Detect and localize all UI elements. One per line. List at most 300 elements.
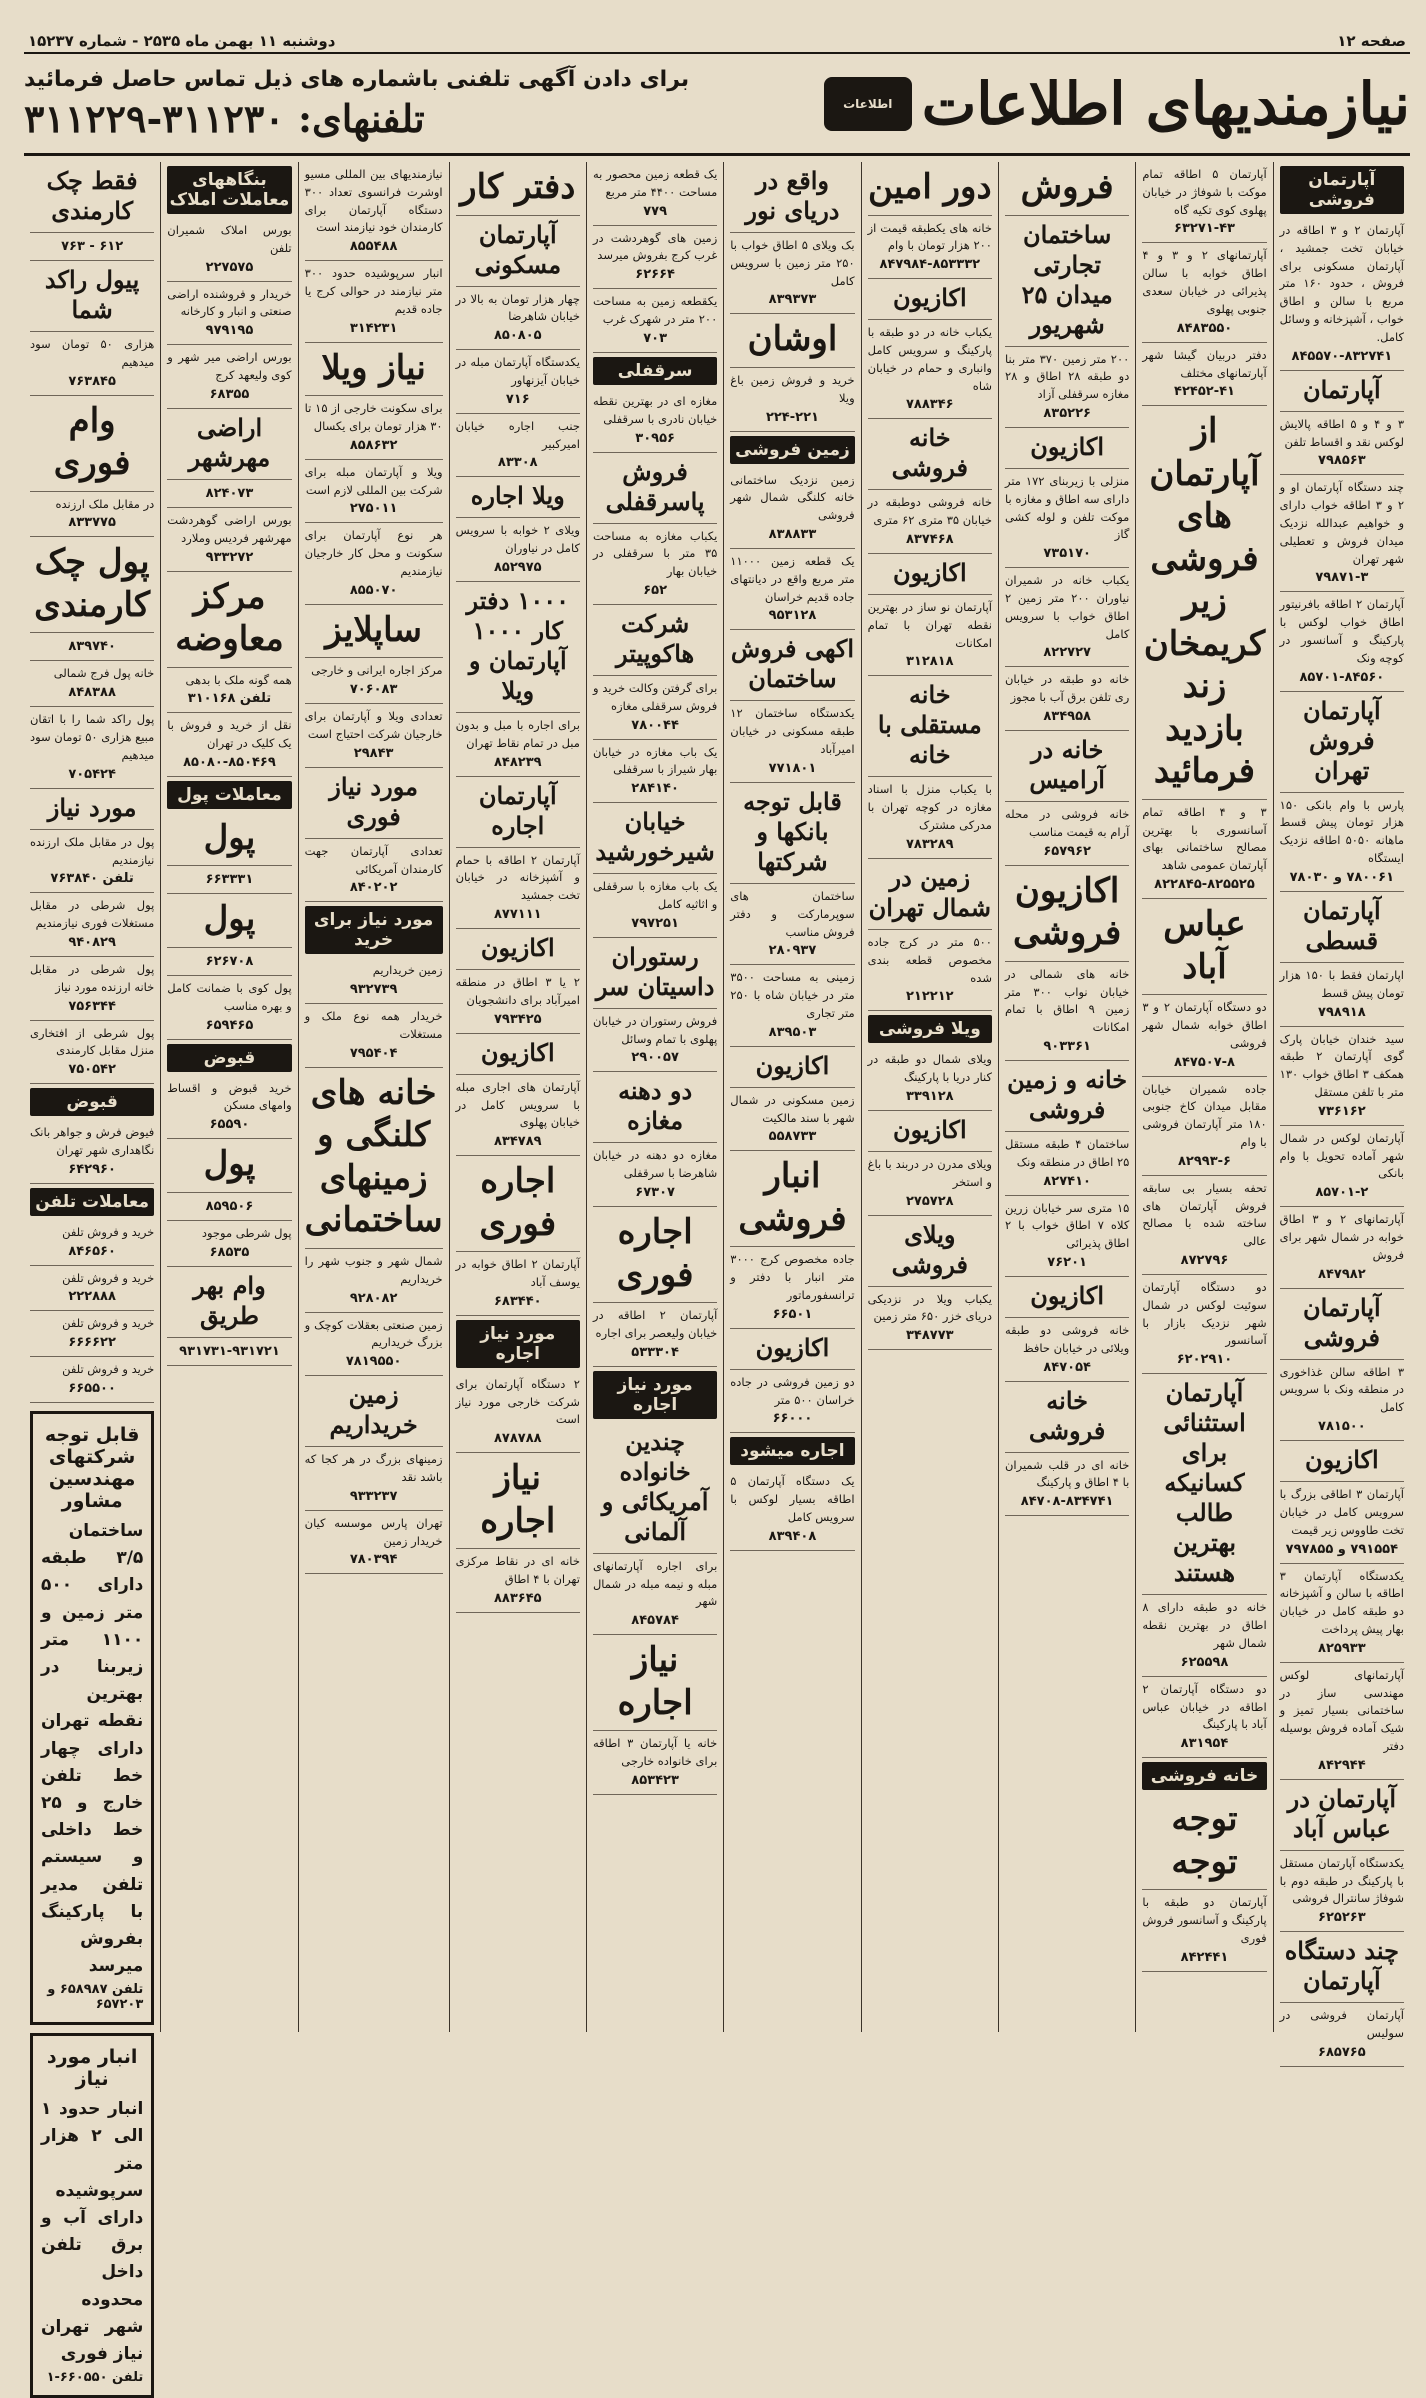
classified-ad xyxy=(167,976,291,1040)
classified-ad xyxy=(167,1338,291,1366)
classified-ad xyxy=(456,1372,580,1453)
ad-heading: خانه و زمین فروشی xyxy=(1007,1064,1128,1124)
ad-heading: ویلای فروشی xyxy=(891,1219,968,1279)
classified-ad xyxy=(730,783,854,884)
classified-ad xyxy=(1280,1441,1404,1482)
classified-ad xyxy=(305,1313,443,1377)
ad-phone: ۶۸۳۴۴۰ xyxy=(493,1293,542,1309)
classified-ad xyxy=(868,1287,992,1351)
classified-ad xyxy=(1142,243,1266,342)
classified-ad xyxy=(167,894,291,948)
ad-text: پول در مقابل ملک ارزنده نیازمندیم xyxy=(29,834,155,867)
classified-ad xyxy=(30,1120,154,1184)
section-banner: قبوض xyxy=(167,1044,291,1072)
classified-ad xyxy=(1005,1132,1129,1196)
ad-phone: ۷۸۸۳۴۶ xyxy=(905,397,954,413)
classified-ad xyxy=(593,740,717,804)
ad-phone: ۶۸۵۷۶۵ xyxy=(1318,2044,1366,2060)
section-banner: ویلا فروشی xyxy=(868,1015,992,1043)
ad-phone: ۸۴۷۰۵۴ xyxy=(1043,1359,1091,1375)
ad-phone: ۸۴۸۲۳۹ xyxy=(493,754,542,770)
classified-ad xyxy=(305,1004,443,1068)
ad-phone: ۸۷۷۱۱۱ xyxy=(493,907,542,923)
classified-ad xyxy=(1142,162,1266,243)
classified-ad xyxy=(30,1021,154,1085)
classified-ad xyxy=(1280,412,1404,476)
ad-text: جاده شمیران خیابان مقابل میدان کاخ جنوبی ۱۸۰ متر آپارتمان فروشی با وام xyxy=(1142,1081,1267,1149)
classified-ad xyxy=(868,1047,992,1111)
section-banner: مورد نیاز اجاره xyxy=(456,1320,580,1368)
ad-phone: ۸۴۷۰۸-۸۳۴۷۴۱ xyxy=(1020,1494,1114,1510)
ad-text: پول شرطی از افتخاری منزل مقابل کارمندی xyxy=(29,1025,155,1058)
ad-phone: ۷۸۳۲۸۹ xyxy=(905,836,954,852)
classified-ad xyxy=(593,1423,717,1554)
ad-text: با یکباب منزل با اسناد مغازه در کوچه تهران با مدرکی مشترک xyxy=(867,782,992,833)
ad-text: دو دستگاه آپارتمان ۲ و ۳ اطاق خوابه شمال شهر فروشی xyxy=(1142,1000,1267,1050)
classified-ad xyxy=(1005,469,1129,568)
ad-text: خانه فروشی دو طبقه ویلائی در خیابان حافظ xyxy=(1004,1323,1130,1355)
classified-ad xyxy=(730,368,854,432)
ad-phone: ۸۳۳۰۸ xyxy=(497,455,538,471)
ad-text: پول راکد شما را با اتقان مبیع هزاری ۵۰ تومان سود میدهیم xyxy=(29,712,155,762)
top-line xyxy=(24,30,1410,54)
classified-ad xyxy=(1005,216,1129,347)
classified-ad xyxy=(30,707,154,788)
classified-ad xyxy=(730,701,854,782)
classified-ad xyxy=(305,523,443,604)
classified-ad xyxy=(1005,802,1129,866)
classified-ad xyxy=(1280,692,1404,793)
ad-phone: ۶۳۲۷۱-۴۳ xyxy=(1174,221,1235,237)
ad-text: آپارتمان ۲ اطاقه بافرنیتور اطاق خواب لوکس با پارکینگ و آسانسور در کوچه ونک xyxy=(1279,597,1404,665)
ad-text: آپارتمان ۲ اطاق خوابه در یوسف آباد xyxy=(455,1257,580,1289)
ad-text: یک باب مغازه با سرقفلی و اثاثیه کامل xyxy=(592,879,718,911)
ad-phone: ۸۲۲۷۲۷ xyxy=(1043,645,1091,661)
classified-ad xyxy=(167,1267,291,1338)
ad-text: بورس اراضی گوهردشت مهرشهر فردیس وملارد xyxy=(167,512,292,545)
classified-ad xyxy=(1280,2003,1404,2067)
contact-phones: تلفنهای: ۳۱۱۲۳۰-۳۱۱۲۲۹ xyxy=(24,95,425,141)
ad-text: یک دستگاه آپارتمان ۵ اطاقه بسیار لوکس با سرویس کامل xyxy=(730,1474,855,1525)
classified-ad xyxy=(593,289,717,353)
classified-ad xyxy=(1142,406,1266,800)
ad-text: دو دستگاه آپارتمان ۲ اطاقه در خیابان عباس آباد با پارکینگ xyxy=(1142,1681,1267,1732)
ad-phone: ۴۲۴۵۲-۴۱ xyxy=(1174,384,1235,400)
classified-ad xyxy=(167,713,291,777)
warehouse-notice-title: انبار مورد نیاز xyxy=(46,2046,138,2091)
classified-ad xyxy=(593,162,717,226)
ad-text: ساختمان ۴ طبقه مستقل ۲۵ اطاق در منطقه ونک xyxy=(1004,1136,1130,1169)
classified-ad xyxy=(167,1139,291,1193)
ad-phone: ۸۲۲۸۴۵-۸۲۵۵۲۵ xyxy=(1154,877,1255,893)
ad-text: خانه دو طبقه در خیابان ری تلفن برق آب با مجوز xyxy=(1004,672,1130,705)
ad-text: چند دستگاه آپارتمان او و ۲ و ۳ اطاقه خواب دارای و خواهیم عبدالله نزدیک میدان فروش و تعطیلی شهر تهران xyxy=(1279,480,1404,566)
ad-phone: ۸۴۸۳۸۸ xyxy=(68,685,116,701)
ad-text: خرید و فروش تلفن xyxy=(62,1270,155,1285)
classified-ad xyxy=(30,162,154,233)
ad-heading: مرکز معاوضه xyxy=(175,576,284,659)
classified-ad xyxy=(30,830,154,894)
ad-phone: ۶۱۲ - ۷۶۳ xyxy=(61,239,124,254)
ad-phone: تلفن ۳۱۰۱۶۸ xyxy=(187,691,272,707)
ad-text: آپارتمان ۵ اطاقه تمام موکت با شوفاژ در خیابان پهلوی کوی تکیه گاه xyxy=(1142,167,1267,217)
ad-phone: ۹۳۱۷۳۱-۹۳۱۷۲۱ xyxy=(179,1343,280,1359)
classified-ad xyxy=(593,938,717,1009)
classified-ad xyxy=(1005,568,1129,667)
classified-ad xyxy=(1142,343,1266,407)
ad-text: دو دستگاه آپارتمان سوئیت لوکس در شمال شهر نزدیک بازار با آسانسور xyxy=(1142,1280,1267,1348)
classified-ad xyxy=(167,1076,291,1140)
ad-heading: قابل توجه بانکها و شرکتها xyxy=(743,786,842,876)
ad-phone: ۶۶۳۳۳۱ xyxy=(205,872,254,888)
ad-text: ویلای مدرن در دربند با باغ و استخر xyxy=(867,1156,992,1189)
classified-ad xyxy=(305,1447,443,1511)
ad-phone: ۶۶۰۰۰ xyxy=(772,1411,813,1427)
classified-ad xyxy=(868,930,992,1011)
ad-text: خانه پول فرج شمالی xyxy=(53,666,155,681)
ad-text: برای اجاره آپارتمانهای مبله و نیمه مبله در شمال شهر xyxy=(592,1558,718,1609)
ad-text: خانه های یکطبقه قیمت از ۲۰۰ هزار تومان با وام xyxy=(867,220,992,253)
ad-phone: ۸۵۰۸۰-۸۵۰۴۶۹ xyxy=(183,754,276,770)
newspaper-page xyxy=(24,30,1410,2386)
ad-phone: ۸۷۸۷۸۸ xyxy=(493,1431,542,1447)
ad-phone: ۹۳۳۲۳۷ xyxy=(349,1488,398,1504)
ad-phone: ۶۲۰۲۹۱۰ xyxy=(1176,1352,1233,1368)
ad-text: مرکز اجاره ایرانی و خارجی xyxy=(311,663,443,678)
ad-phone: ۷۷۱۸۰۱ xyxy=(768,760,817,776)
classified-ad xyxy=(593,1303,717,1367)
classified-ad xyxy=(167,1193,291,1221)
ad-phone: ۷۰۶۰۸۳ xyxy=(349,682,398,698)
ad-heading: اکازیون xyxy=(892,1114,967,1144)
classified-ad xyxy=(1280,1663,1404,1780)
section-banner: مورد نیاز برای خرید xyxy=(305,906,443,954)
ad-heading: چندین خانواده آمریکائی و آلمانی xyxy=(601,1426,709,1546)
ad-heading: اکازیون xyxy=(892,558,967,587)
ad-heading: آپارتمان فروشی xyxy=(1302,1292,1381,1352)
classified-ad xyxy=(305,658,443,704)
ad-phone: ۸۵۵۰۷۰ xyxy=(349,582,398,598)
classified-ad xyxy=(868,419,992,490)
ad-column xyxy=(160,162,297,2032)
ad-text: آپارتمانهای ۲ و ۳ اطاق خوابه در شمال شهر برای فروش xyxy=(1279,1212,1404,1262)
ad-text: ۵۰۰ متر در کرج جاده مخصوص قطعه بندی شده xyxy=(867,934,992,985)
classified-ad xyxy=(30,1357,154,1403)
ad-text: پول شرطی در مقابل خانه ارزنده مورد نیاز xyxy=(29,961,155,994)
ad-heading: ساپلایز xyxy=(325,609,423,650)
classified-ad xyxy=(868,1111,992,1152)
ad-text: خرید قبوض و اقساط وامهای مسکن xyxy=(167,1080,292,1113)
ad-heading: آپارتمان xyxy=(1302,374,1381,404)
ad-phone: ۸۵۸۶۳۲ xyxy=(349,437,398,453)
classified-ad xyxy=(1280,1932,1404,2003)
ad-heading: ویلا اجاره xyxy=(470,481,565,511)
date-line: دوشنبه ۱۱ بهمن ماه ۲۵۳۵ - شماره ۱۵۲۳۷ xyxy=(28,32,336,50)
ad-text: تهران پارس موسسه کیان خریدار زمین xyxy=(304,1515,443,1548)
ad-heading: اکازیون xyxy=(755,1050,830,1080)
ad-phone: ۸۴۰۲۰۲ xyxy=(349,880,398,896)
ad-phone: ۷۹۳۴۲۵ xyxy=(493,1011,542,1027)
ad-heading: انبار فروشی xyxy=(738,1156,847,1239)
ad-text: فروش رستوران در خیابان پهلوی با تمام وسائل xyxy=(592,1013,718,1046)
ad-phone: ۷۹۸۵۶۳ xyxy=(1318,453,1366,469)
ad-phone: ۸۳۸۸۳۳ xyxy=(768,527,817,542)
ad-heading: اکازیون xyxy=(480,1037,555,1067)
ad-heading: اراضی مهرشهر xyxy=(188,412,271,472)
classified-ad xyxy=(456,518,580,582)
classified-ad xyxy=(593,1635,717,1731)
ad-heading: خانه در آرامیس xyxy=(1029,735,1105,795)
engineering-notice-title: قابل توجه شرکتهای مهندسین مشاور xyxy=(44,1424,140,1513)
ad-text: آپارتمان لوکس در شمال شهر آماده تحویل با وام بانکی xyxy=(1279,1130,1404,1181)
ad-phone: ۸۵۳۴۲۳ xyxy=(631,1772,679,1788)
classified-ad xyxy=(30,1311,154,1357)
ad-heading: وام بهر طریق xyxy=(193,1270,266,1330)
ad-heading: عباس آباد xyxy=(1163,904,1246,987)
ad-column xyxy=(24,162,160,2386)
ad-heading: اکازیون xyxy=(1030,431,1104,461)
ad-phone: ۸۴۷۹۸۲ xyxy=(1318,1266,1366,1282)
classified-ad xyxy=(456,477,580,518)
classified-ad xyxy=(593,874,717,938)
classified-ad xyxy=(30,233,154,261)
classified-ad xyxy=(868,859,992,930)
ad-heading: آپارتمان اجاره xyxy=(478,780,557,840)
classified-ad xyxy=(305,1376,443,1447)
ad-phone: ۸۳۹۳۷۳ xyxy=(768,292,817,308)
masthead xyxy=(24,54,1410,156)
classified-ad xyxy=(868,1216,992,1287)
ad-column xyxy=(998,162,1135,2032)
ad-text: یکباب مغازه به مساحت ۳۵ متر با سرقفلی در خیابان بهار xyxy=(592,528,718,579)
ad-phone: ۷۳۵۱۷۰ xyxy=(1043,546,1091,562)
ad-phone: ۹۵۳۱۲۸ xyxy=(768,608,817,624)
classified-ad xyxy=(167,409,291,480)
ad-heading: نیاز اجاره xyxy=(480,1458,556,1541)
ad-heading: فروش پاسرقفلی xyxy=(605,456,705,516)
ad-phone: ۶۶۶۶۲۲ xyxy=(68,1335,116,1351)
ad-phone: ۲۷۵۷۲۸ xyxy=(905,1193,954,1209)
classified-ad xyxy=(1142,995,1266,1076)
engineering-notice-phone: تلفن ۶۵۸۹۸۷ و ۶۵۷۲۰۳ xyxy=(47,1982,144,2013)
classified-ad xyxy=(456,1252,580,1316)
classified-ad xyxy=(456,929,580,970)
ad-heading: وام فوری xyxy=(53,400,131,484)
ad-text: اپارتمان فقط با ۱۵۰ هزار تومان پیش قسط xyxy=(1279,967,1404,1000)
ad-heading: آپارتمان قسطی xyxy=(1302,895,1381,955)
ad-phone: ۷۵۰۵۴۲ xyxy=(68,1062,116,1078)
classified-ad xyxy=(456,162,580,216)
classified-ad xyxy=(167,866,291,894)
classified-ad xyxy=(593,389,717,453)
ad-text: برای سکونت خارجی از ۱۵ تا ۳۰ هزار تومان برای یکسال xyxy=(304,401,443,433)
ad-text: خریدار همه نوع ملک و مستغلات xyxy=(304,1009,443,1042)
classified-ad xyxy=(1005,731,1129,802)
classified-ad xyxy=(305,261,443,342)
ad-heading: نیاز اجاره xyxy=(617,1640,693,1723)
ad-phone: ۸۳۹۵۰۳ xyxy=(768,1024,817,1040)
classified-ad xyxy=(868,216,992,280)
ad-phone: ۸۴۷۹۸۴-۸۵۳۳۳۲ xyxy=(879,257,981,273)
classified-ad xyxy=(456,414,580,478)
ad-heading: خانه فروشی xyxy=(891,423,968,483)
classified-ad xyxy=(456,1156,580,1252)
ad-text: همه گونه ملک با بدهی xyxy=(185,672,292,687)
ad-text: چهار هزار تومان به بالا در خیابان شاهرضا xyxy=(455,291,580,324)
section-banner: مورد نیاز اجاره xyxy=(593,1371,717,1419)
section-banner: معاملات تلفن xyxy=(30,1188,154,1216)
ad-text: آپارتمان دو طبقه با پارکینگ و آسانسور فروش فوری xyxy=(1142,1895,1267,1945)
classified-ad xyxy=(1280,218,1404,371)
ad-text: ویلای شمال دو طبقه در کنار دریا با پارکینگ xyxy=(867,1052,992,1085)
ad-text: یکدستگاه آپارتمان مستقل با پارکینگ در طبقه دوم با شوفاژ سانترال فروشی xyxy=(1279,1855,1404,1906)
ad-phone: ۶۲۶۶۴ xyxy=(635,267,675,283)
classified-ad xyxy=(1005,962,1129,1061)
ad-text: مغازه دو دهنه در خیابان شاهرضا با سرقفلی xyxy=(592,1148,718,1181)
ad-phone: ۷۰۵۴۲۴ xyxy=(68,766,116,782)
classified-ad xyxy=(456,1453,580,1549)
classified-ad xyxy=(1142,800,1266,899)
ad-text: زمین های گوهردشت در غرب کرج بفروش میرسد xyxy=(592,230,718,263)
contact-note: برای دادن آگهی تلفنی باشماره های ذیل تماس حاصل فرمائید xyxy=(24,66,690,92)
classified-ad xyxy=(1005,1453,1129,1517)
ad-text: یک قطعه زمین محصور به مساحت ۴۴۰۰ متر مربع xyxy=(592,167,718,199)
ad-phone: ۸۳۹۷۴۰ xyxy=(68,639,116,655)
ad-phone: ۶۵۲ xyxy=(643,582,668,598)
ad-phone: ۶۵۷۹۶۲ xyxy=(1043,843,1091,859)
classified-ad xyxy=(868,279,992,320)
ad-phone: ۸۴۸۳۵۵۰ xyxy=(1176,320,1233,336)
ad-text: زمین مسکونی در شمال شهر با سند مالکیت xyxy=(730,1092,855,1125)
ad-text: ۳ و ۴ اطاقه تمام آسانسوری با بهترین مصالح ساختمانی بهای آپارتمان عمومی شاهد xyxy=(1142,804,1267,873)
ad-text: یکباب خانه در دو طبقه با پارکینگ و سرویس کامل وانباری و حمام در خیابان شاه xyxy=(867,325,992,393)
ad-text: خرید و فروش تلفن xyxy=(62,1362,155,1377)
ad-text: هر نوع آپارتمان برای سکونت و محل کار خارجیان نیازمندیم xyxy=(304,528,443,579)
classified-ad xyxy=(305,1511,443,1575)
classified-ad xyxy=(305,1249,443,1313)
ad-phone: ۶۲۶۷۰۸ xyxy=(205,953,254,969)
classified-ad xyxy=(456,287,580,351)
ad-heading: زمین در شمال تهران xyxy=(868,862,991,922)
classified-ad xyxy=(305,1068,443,1249)
classified-ad xyxy=(730,965,854,1046)
ad-text: منزلی با زیربنای ۱۷۲ متر دارای سه اطاق و مغازه با موکت تلفن و لوله کشی گاز xyxy=(1004,473,1130,542)
classified-ad xyxy=(593,1072,717,1143)
classified-ad xyxy=(1280,371,1404,412)
ad-heading: خانه مستقلی با خانه xyxy=(877,680,982,770)
ad-text: ۳ اطاقه سالن غذاخوری در منطقه ونک با سرویس کامل xyxy=(1279,1364,1404,1415)
section-banner: آپارتمان فروشی xyxy=(1280,166,1404,214)
ad-text: خانه ای در نقاط مرکزی تهران با ۴ اطاق xyxy=(455,1554,580,1586)
warehouse-notice-phone: تلفن ۶۶۰۵۵۰-۱ xyxy=(46,2370,144,2386)
ad-column xyxy=(449,162,586,2032)
classified-ad xyxy=(30,261,154,332)
ad-text: پارس با وام بانکی ۱۵۰ هزار تومان پیش قسط ماهانه ۵۰۵۰ اطاقه نزدیک ایستگاه xyxy=(1279,797,1404,866)
ad-phone: ۲۲۴-۲۲۱ xyxy=(765,409,819,425)
ad-heading: پول xyxy=(203,1144,256,1185)
classified-ad xyxy=(868,777,992,858)
ad-text: آپارتمانهای لوکس مهندسی ساز در ساختمانی بسیار تمیز و شیک آماده فروش بوسیله دفتر xyxy=(1279,1667,1404,1753)
ad-text: زمینهای بزرگ در هر کجا که باشد نقد xyxy=(304,1452,443,1484)
ad-phone: ۵۵۸۷۳۳ xyxy=(768,1129,817,1145)
classified-ad xyxy=(1142,1677,1266,1758)
ad-heading: اکازیون xyxy=(1030,1281,1104,1310)
section-banner: بنگاههای معاملات املاک xyxy=(167,166,291,214)
classified-ad xyxy=(868,676,992,777)
ad-phone: ۹۴۰۸۲۹ xyxy=(68,934,116,950)
ad-columns xyxy=(24,162,1410,2386)
ad-phone: ۷۹۷۲۵۱ xyxy=(631,915,679,931)
section-banner: سرقفلی xyxy=(593,357,717,385)
classified-ad xyxy=(167,282,291,346)
ad-phone: ۸۵۷۰۱-۸۴۵۶۰ xyxy=(1299,669,1385,685)
classified-ad xyxy=(868,490,992,554)
classified-ad xyxy=(1005,347,1129,428)
classified-ad xyxy=(593,524,717,605)
classified-ad xyxy=(1142,1275,1266,1374)
brand-title: نیازمندیهای اطلاعات xyxy=(921,69,1410,138)
ad-heading: رستوران داسیتان سر xyxy=(595,941,715,1001)
classified-ad xyxy=(167,1221,291,1267)
ad-text: آپارتمانهای ۲ و ۳ و ۴ اطاق خوابه با سالن پذیرائی در خیابان سعدی جنوبی پهلوی xyxy=(1142,248,1267,316)
ad-heading: اوشان xyxy=(747,319,838,360)
classified-ad xyxy=(1142,1374,1266,1595)
engineering-notice-body: ساختمان ۳/۵ طبقه دارای ۵۰۰ متر زمین و ۱۱۰۰ متر زیربنا در بهترین نقطه تهران دارای چهار خط تلفن خارج و ۲۵ خط داخلی و سیستم تلفن مدیر با پارکینگ بفروش میرسد xyxy=(40,1521,144,1977)
classified-ad xyxy=(167,508,291,572)
classified-ad xyxy=(1142,1794,1266,1890)
ad-phone: ۳۴۸۷۷۳ xyxy=(905,1328,954,1344)
engineering-notice xyxy=(30,1411,154,2025)
ad-phone: ۲۲۲۸۸۸ xyxy=(68,1289,116,1305)
ad-text: شمال شهر و جنوب شهر را خریداریم xyxy=(304,1253,443,1286)
ad-phone: ۷۵۶۳۴۴ xyxy=(68,998,116,1014)
section-banner: خانه فروشی xyxy=(1142,1762,1266,1790)
classified-ad xyxy=(868,320,992,419)
ad-phone: ۲۷۵۰۱۱ xyxy=(349,501,398,517)
ad-text: زمین خریداریم xyxy=(372,963,443,978)
ad-heading: آپارتمان مسکونی xyxy=(474,219,562,279)
ad-text: خانه ای در قلب شمیران با ۴ اطاق و پارکینگ xyxy=(1004,1457,1130,1490)
ad-heading: اکازیون xyxy=(480,933,555,963)
ad-phone: ۸۳۵۲۲۶ xyxy=(1043,405,1091,421)
classified-ad xyxy=(456,350,580,414)
ad-phone: ۸۴۶۵۶۰ xyxy=(68,1243,116,1259)
classified-ad xyxy=(730,1047,854,1088)
classified-ad xyxy=(1142,1077,1266,1176)
classified-ad xyxy=(167,948,291,976)
ad-phone: ۷۸۰۳۹۴ xyxy=(349,1552,398,1568)
ad-phone: ۸۲۷۴۱۰ xyxy=(1043,1173,1091,1189)
ad-phone: ۸۳۱۹۵۴ xyxy=(1180,1736,1229,1752)
ad-phone: ۶۶۵۵۰۰ xyxy=(68,1381,116,1397)
ad-text: یکدستگاه ساختمان ۱۲ طبقه مسکونی در خیابان امیرآباد xyxy=(730,706,855,757)
classified-ad xyxy=(1280,1564,1404,1663)
classified-ad xyxy=(730,630,854,701)
ad-text: یکقطعه زمین به مساحت ۲۰۰ متر در شهرک غرب xyxy=(592,294,718,327)
classified-ad xyxy=(1005,1382,1129,1453)
ad-phone: ۹۰۳۳۶۱ xyxy=(1043,1038,1091,1054)
classified-ad xyxy=(30,957,154,1021)
ad-text: آپارتمان فروشی در سولیس xyxy=(1279,2008,1404,2041)
ad-text: دفتر دربیان گیشا شهر آپارتمانهای مختلف xyxy=(1142,347,1267,380)
ad-text: خانه فروشی دوطبقه در خیابان ۳۵ متری ۶۲ متری xyxy=(867,495,992,528)
classified-ad xyxy=(456,1075,580,1156)
ad-phone: ۸۵۹۵۰۶ xyxy=(205,1198,254,1214)
section-banner: معاملات پول xyxy=(167,781,291,809)
ad-text: آپارتمان ۲ و ۳ اطاقه در خیابان تخت جمشید ، آپارتمان مسکونی برای فروش ، حدود ۱۶۰ متر مربع با سالن و اطاق خواب ، آشپزخانه و وسائل کامل. xyxy=(1279,223,1404,344)
ad-phone: ۷۸۰۰۴۴ xyxy=(631,717,679,733)
classified-ad xyxy=(456,777,580,848)
